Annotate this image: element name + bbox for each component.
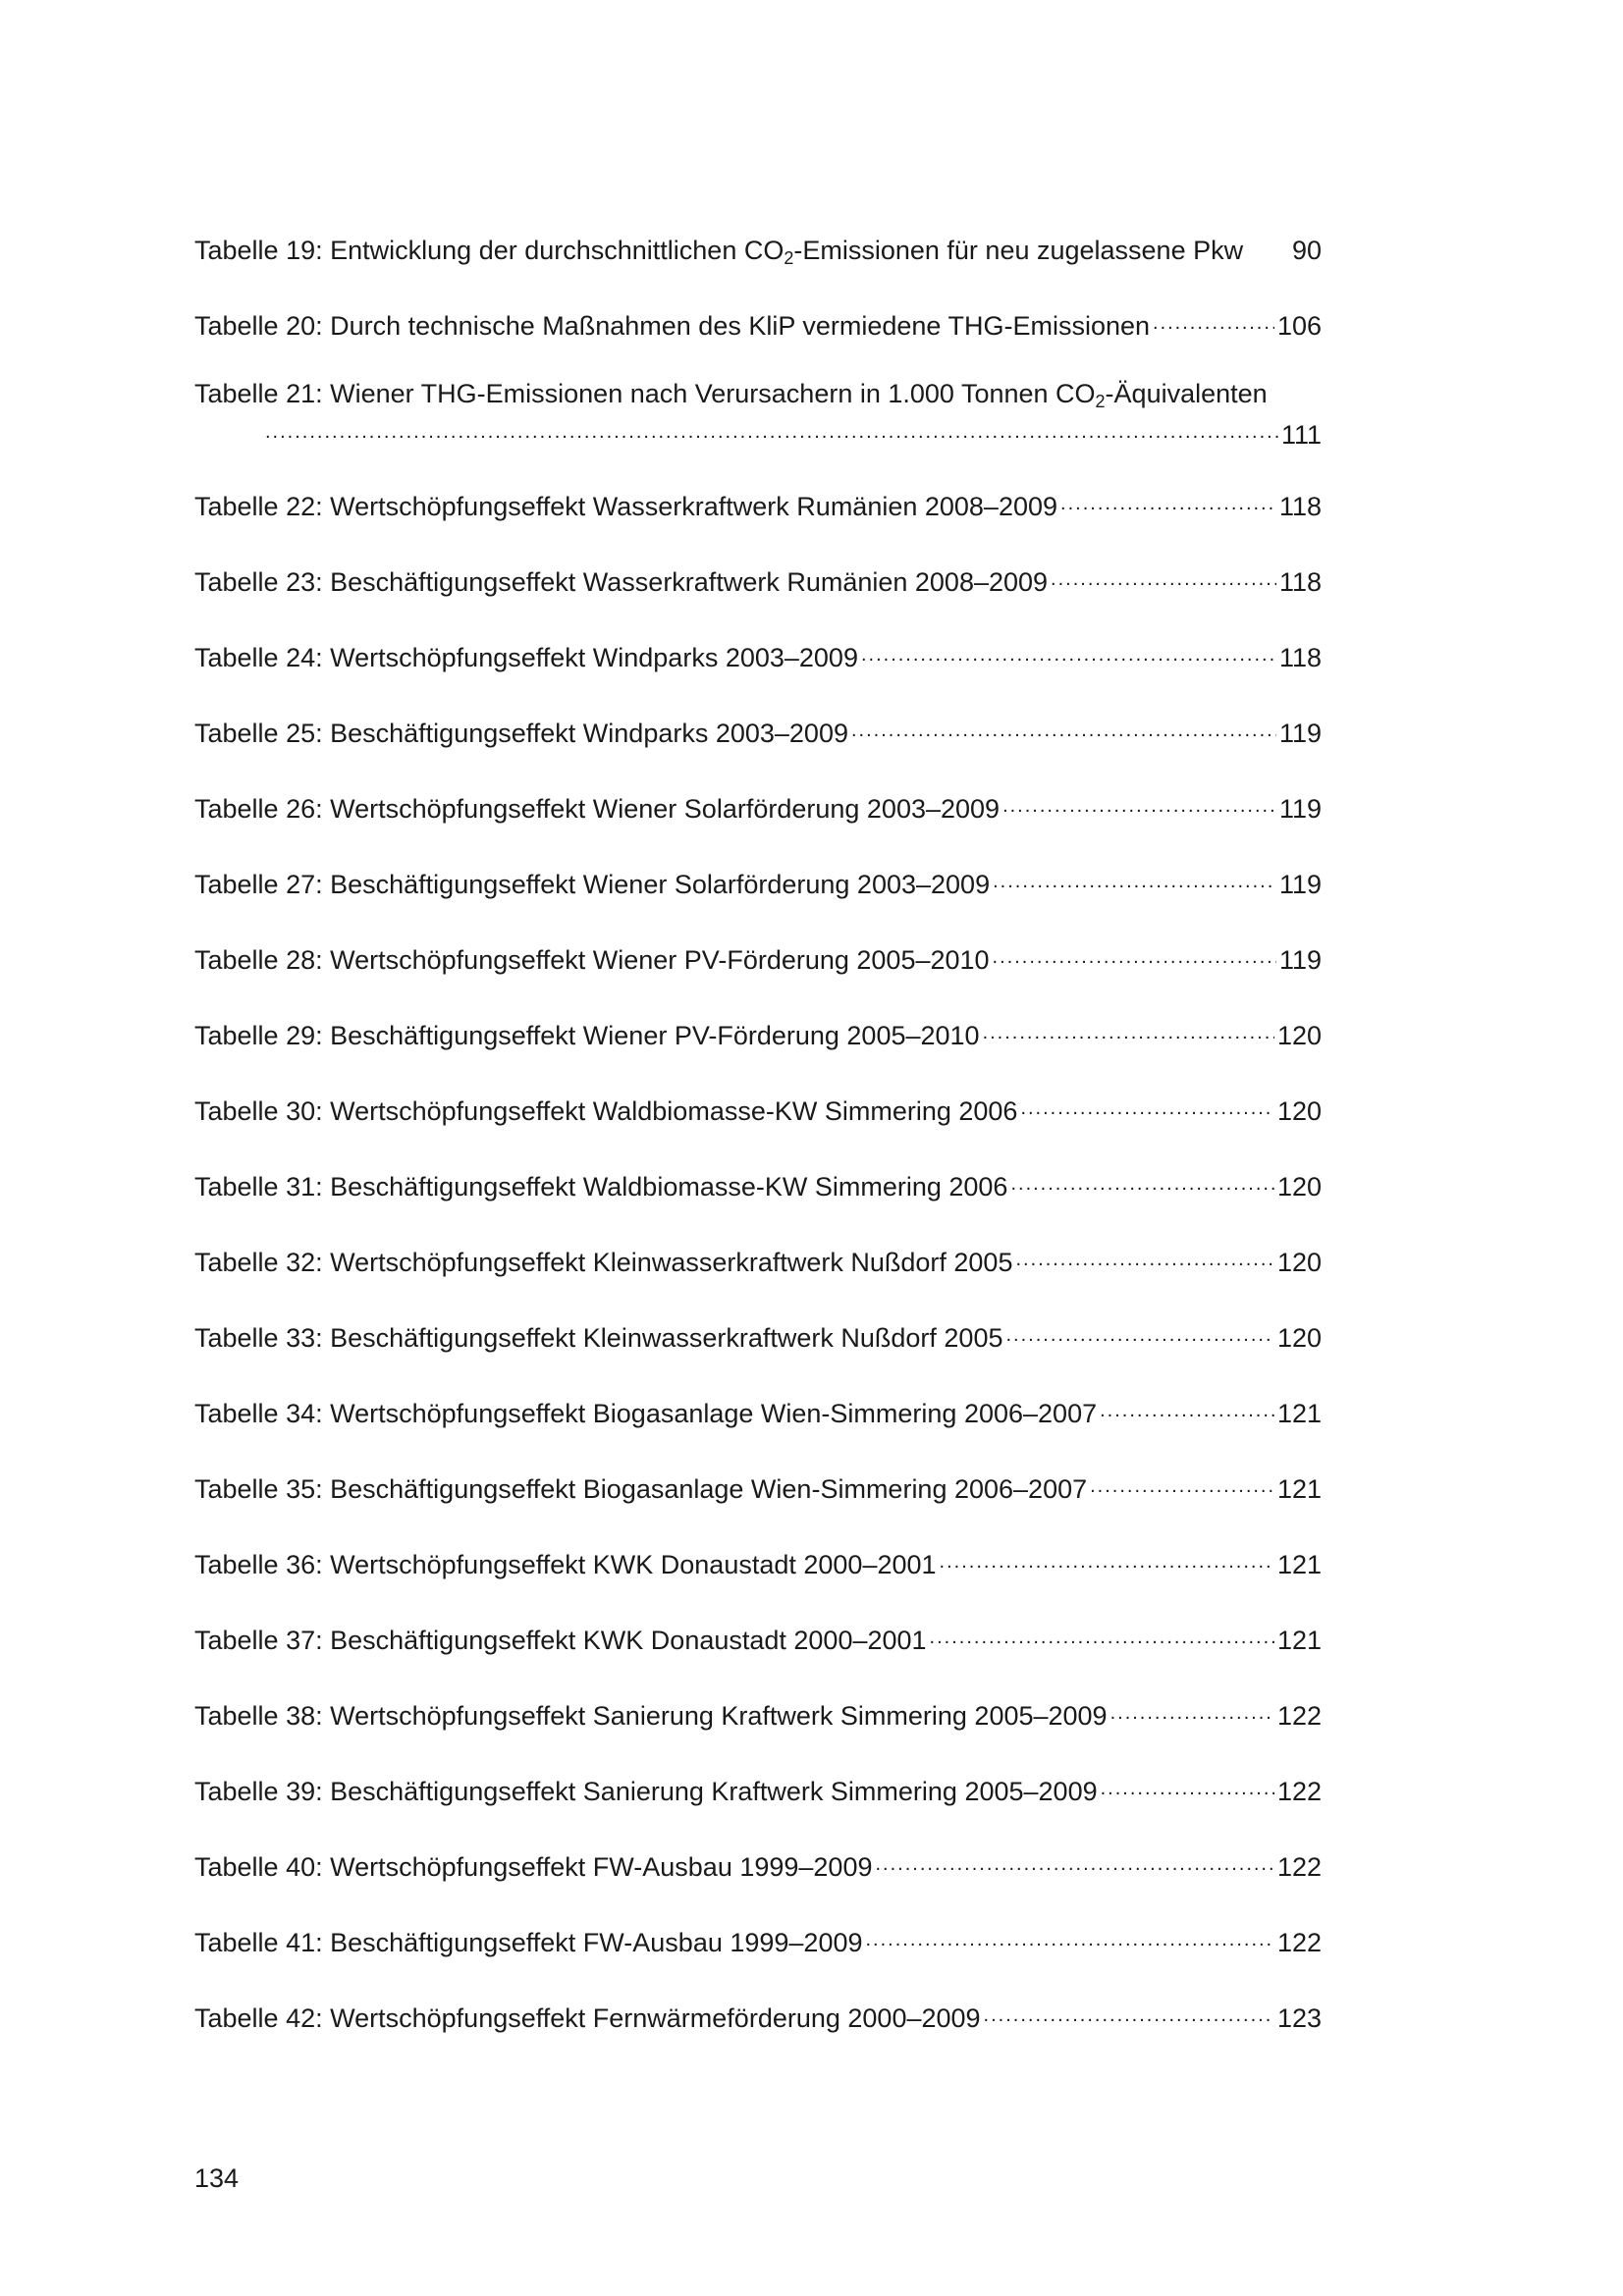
toc-entry-25[interactable] [194, 709, 1322, 784]
toc-page-number: 120 [1276, 1021, 1322, 1050]
toc-page-number: 118 [1278, 643, 1322, 672]
toc-entry-39[interactable] [194, 1767, 1322, 1842]
toc-entry-38[interactable] [194, 1691, 1322, 1767]
toc-page-number: 119 [1278, 719, 1322, 748]
dot-leader [1015, 1238, 1273, 1271]
toc-entry-33[interactable] [194, 1313, 1322, 1389]
toc-page-number: 118 [1278, 492, 1322, 521]
dot-leader [940, 1540, 1274, 1574]
toc-page-number: 120 [1276, 1096, 1322, 1126]
toc-entry-41[interactable] [194, 1918, 1322, 1994]
dot-leader [851, 709, 1276, 742]
toc-page-number: 122 [1276, 1777, 1322, 1806]
toc-page-number: 121 [1276, 1626, 1322, 1655]
toc-page-number: 123 [1276, 2003, 1322, 2033]
toc-entry-23[interactable] [194, 558, 1322, 633]
toc-page-number: 121 [1276, 1550, 1322, 1579]
dot-leader [1051, 558, 1276, 591]
toc-entry-title: Tabelle 42: Wertschöpfungseffekt Fernwärmeförderung 2000–2009 [194, 2003, 981, 2033]
toc-entry-title: Tabelle 36: Wertschöpfungseffekt KWK Donaustadt 2000–2001 [194, 1550, 937, 1579]
dot-leader [993, 860, 1276, 893]
toc-entry-29[interactable] [194, 1011, 1322, 1087]
toc-entry-40[interactable] [194, 1842, 1322, 1918]
dot-leader [930, 1616, 1274, 1649]
toc-page-number: 119 [1278, 794, 1322, 824]
toc-entry-title: Tabelle 39: Beschäftigungseffekt Sanierung Kraftwerk Simmering 2005–2009 [194, 1777, 1098, 1806]
toc-entry-title: Tabelle 23: Beschäftigungseffekt Wasserkraftwerk Rumänien 2008–2009 [194, 567, 1049, 597]
toc-entry-35[interactable] [194, 1465, 1322, 1540]
toc-entry-title: Tabelle 32: Wertschöpfungseffekt Kleinwasserkraftwerk Nußdorf 2005 [194, 1248, 1013, 1277]
dot-leader [861, 633, 1276, 667]
dot-leader [993, 935, 1276, 969]
toc-entry-37[interactable] [194, 1616, 1322, 1691]
toc-entry-27[interactable] [194, 860, 1322, 935]
toc-entry-title: Tabelle 35: Beschäftigungseffekt Biogasanlage Wien-Simmering 2006–2007 [194, 1474, 1088, 1504]
toc-page-number: 119 [1278, 870, 1322, 899]
toc-page-number: 90 [1291, 236, 1322, 265]
dot-leader [983, 1011, 1274, 1044]
dot-leader [1110, 1691, 1274, 1725]
toc-entry-36[interactable] [194, 1540, 1322, 1616]
toc-entry-34[interactable] [194, 1389, 1322, 1465]
toc-entry-title: Tabelle 30: Wertschöpfungseffekt Waldbiomasse-KW Simmering 2006 [194, 1096, 1018, 1126]
toc-entry-title: Tabelle 31: Beschäftigungseffekt Waldbiomasse-KW Simmering 2006 [194, 1172, 1008, 1201]
toc-entry-26[interactable] [194, 784, 1322, 860]
toc-entry-42[interactable] [194, 1994, 1322, 2069]
toc-entry-title: Tabelle 41: Beschäftigungseffekt FW-Ausbau 1999–2009 [194, 1928, 863, 1957]
toc-entry-31[interactable] [194, 1162, 1322, 1238]
dot-leader [1005, 1313, 1273, 1347]
toc-entry-21[interactable] [194, 377, 1322, 482]
toc-entry-title: Tabelle 38: Wertschöpfungseffekt Sanierung Kraftwerk Simmering 2005–2009 [194, 1701, 1108, 1731]
dot-leader [1100, 1389, 1274, 1422]
dot-leader [1090, 1465, 1274, 1498]
toc-entry-30[interactable] [194, 1087, 1322, 1162]
toc-page-number: 122 [1276, 1928, 1322, 1957]
toc-entry-title: Tabelle 34: Wertschöpfungseffekt Biogasanlage Wien-Simmering 2006–2007 [194, 1399, 1098, 1428]
dot-leader [265, 410, 1278, 444]
toc-entry-19[interactable] [194, 226, 1322, 301]
toc-entry-28[interactable] [194, 935, 1322, 1011]
toc-entry-title: Tabelle 24: Wertschöpfungseffekt Windparks 2003–2009 [194, 643, 858, 672]
toc-entry-title: Tabelle 20: Durch technische Maßnahmen des KliP vermiedene THG-Emissionen [194, 311, 1151, 341]
toc-entry-title: Tabelle 25: Beschäftigungseffekt Windparks 2003–2009 [194, 719, 848, 748]
dot-leader [1002, 784, 1276, 818]
toc-entry-20[interactable] [194, 301, 1322, 377]
toc-entry-title: Tabelle 29: Beschäftigungseffekt Wiener PV-Förderung 2005–2010 [194, 1021, 980, 1050]
toc-page-number: 121 [1276, 1474, 1322, 1504]
dot-leader [1060, 482, 1276, 515]
toc-entry-24[interactable] [194, 633, 1322, 709]
dot-leader [1010, 1162, 1273, 1196]
dot-leader [984, 1994, 1274, 2027]
toc-page-number: 106 [1276, 311, 1322, 341]
dot-leader [1153, 301, 1274, 335]
toc-entry-title: Tabelle 21: Wiener THG-Emissionen nach Verursachern in 1.000 Tonnen $CO_2$-Äquivalenten [194, 379, 1268, 411]
toc-entry-title: Tabelle 33: Beschäftigungseffekt Kleinwasserkraftwerk Nußdorf 2005 [194, 1323, 1003, 1353]
toc-page-number: 122 [1276, 1701, 1322, 1731]
page-number: 134 [194, 2163, 240, 2193]
dot-leader [1101, 1767, 1274, 1800]
toc-entry-title: Tabelle 40: Wertschöpfungseffekt FW-Ausbau 1999–2009 [194, 1852, 873, 1882]
toc-page-number: 121 [1276, 1399, 1322, 1428]
toc-page-number: 119 [1278, 945, 1322, 975]
toc-page-number: 120 [1276, 1172, 1322, 1201]
dot-leader [866, 1918, 1274, 1951]
toc-page-number: 120 [1276, 1248, 1322, 1277]
dot-leader [875, 1842, 1273, 1876]
toc-entry-title: Tabelle 28: Wertschöpfungseffekt Wiener PV-Förderung 2005–2010 [194, 945, 990, 975]
toc-entry-title: Tabelle 37: Beschäftigungseffekt KWK Donaustadt 2000–2001 [194, 1626, 927, 1655]
toc-entry-22[interactable] [194, 482, 1322, 558]
toc-page-number: 120 [1276, 1323, 1322, 1353]
toc-page-number: 122 [1276, 1852, 1322, 1882]
toc-entry-title: Tabelle 22: Wertschöpfungseffekt Wasserkraftwerk Rumänien 2008–2009 [194, 492, 1058, 521]
toc-entry-title: Tabelle 26: Wertschöpfungseffekt Wiener Solarförderung 2003–2009 [194, 794, 1001, 824]
toc-entry-32[interactable] [194, 1238, 1322, 1313]
toc-entry-title: Tabelle 27: Beschäftigungseffekt Wiener Solarförderung 2003–2009 [194, 870, 991, 899]
dot-leader [1020, 1087, 1274, 1120]
toc-entry-title: Tabelle 19: Entwicklung der durchschnittlichen $CO_2$-Emissionen für neu zugelassene Pkw [194, 236, 1244, 268]
dot-leader [1246, 226, 1289, 259]
toc-page-number: 111 [1280, 420, 1322, 450]
table-of-tables [194, 226, 1322, 2069]
toc-page-number: 118 [1278, 567, 1322, 597]
